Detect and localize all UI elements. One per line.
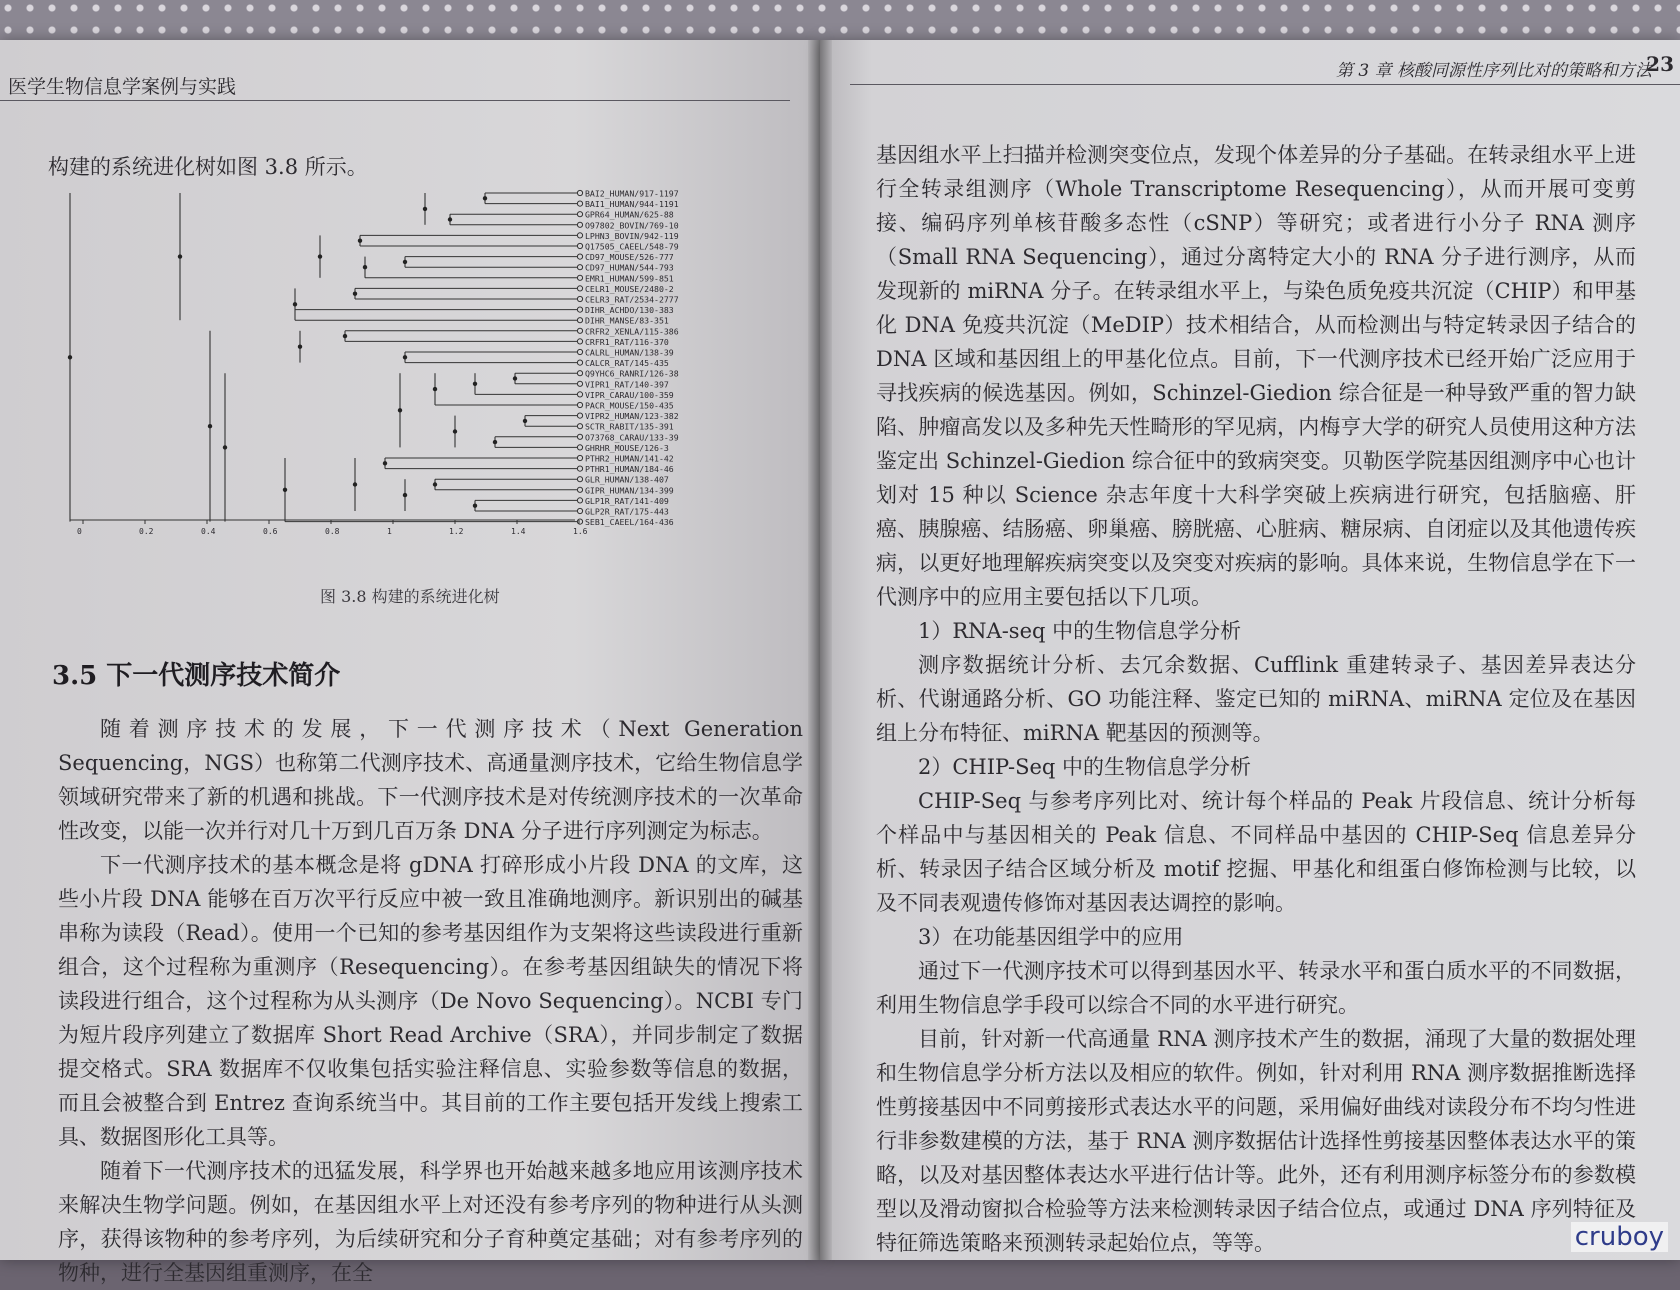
tree-tip xyxy=(577,487,582,492)
tree-tip xyxy=(577,371,582,376)
tree-tip xyxy=(577,381,582,386)
tree-taxon-label: CD97_MOUSE/526-777 xyxy=(585,252,674,263)
tree-taxon-label: PTHR2_HUMAN/141-42 xyxy=(585,453,674,464)
tree-taxon-label: DIHR_ACHDO/130-383 xyxy=(585,305,674,316)
tree-node xyxy=(353,482,357,486)
tree-node xyxy=(403,355,407,359)
tree-taxon-label: SCTR_RABIT/135-391 xyxy=(585,421,674,432)
tree-node xyxy=(473,504,477,508)
tree-tip xyxy=(577,434,582,439)
tree-tip xyxy=(577,413,582,418)
axis-tick-label: 0.4 xyxy=(201,527,216,536)
tree-taxon-label: VIPR_CARAU/100-359 xyxy=(585,389,674,400)
tree-taxon-label: GIPR_HUMAN/134-399 xyxy=(585,485,674,496)
tree-taxon-label: CD97_HUMAN/544-793 xyxy=(585,262,674,273)
tree-taxon-label: CRFR1_RAT/116-370 xyxy=(585,336,669,347)
tree-node xyxy=(483,196,487,200)
tree-tip xyxy=(577,212,582,217)
tree-taxon-label: Q9YHC6_RANRI/126-38 xyxy=(585,368,679,379)
tree-taxon-label: VIPR2_HUMAN/123-382 xyxy=(585,411,679,422)
tree-tip xyxy=(577,243,582,248)
tree-tip xyxy=(577,190,582,195)
tree-taxon-label: CALCR_RAT/145-435 xyxy=(585,358,669,369)
tree-node xyxy=(383,461,387,465)
tree-node xyxy=(358,239,362,243)
axis-tick-label: 0.8 xyxy=(325,527,340,536)
tree-taxon-label: GHRHR_MOUSE/126-3 xyxy=(585,442,669,453)
tree-tip xyxy=(577,296,582,301)
tree-tip xyxy=(577,445,582,450)
tree-node xyxy=(293,302,297,306)
tree-tip xyxy=(577,349,582,354)
left-running-header: 医学生物信息学案例与实践 xyxy=(8,76,237,98)
tree-tip xyxy=(577,519,582,524)
right-paragraph-1: 基因组水平上扫描并检测突变位点，发现个体差异的分子基础。在转录组水平上进行全转录组测序（Whole Transcriptome Resequencing），从而开展可变剪接、编码序列单核苷酸多态性（cSNP）等研究；或者进行小分子 RNA 测序（Small RNA Sequencing），通过分离特定大小的 RNA 分子进行测序，从而发现新的 miRNA 分子。在转录组水平上，与染色质免疫共沉淀（CHIP）和甲基化 DNA 免疫共沉淀（MeDIP）技术相结合，从而检测出与特定转录因子结合的 DNA 区域和基因组上的甲基化位点。目前，下一代测序技术已经开始广泛应用于寻找疾病的候选基因。例如，Schinzel-Giedion 综合征是一种导致严重的智力缺陷、肿瘤高发以及多种先天性畸形的罕见病，内梅亨大学的研究人员使用这种方法鉴定出 Schinzel-Giedion 综合征中的致病突变。贝勒医学院基因组测序中心也计划对 15 种以 Science 杂志年度十大科学突破上疾病进行研究，包括脑癌、肝癌、胰腺癌、结肠癌、卵巢癌、膀胱癌、心脏病、糖尿病、自闭症以及其他遗传疾病，以更好地理解疾病突变以及突变对疾病的影响。具体来说，生物信息学在下一代测序中的应用主要包括以下几项。 xyxy=(876,143,1636,609)
list-heading-3: 3）在功能基因组学中的应用 xyxy=(918,925,1184,949)
tree-taxon-label: O73768_CARAU/133-39 xyxy=(585,432,679,443)
left-paragraph-3: 随着下一代测序技术的迅猛发展，科学界也开始越来越多地应用该测序技术来解决生物学问题。例如，在基因组水平上对还没有参考序列的物种进行从头测序，获得该物种的参考序列，为后续研究和分子育种奠定基础；对有参考序列的物种，进行全基因组重测序，在全 xyxy=(58,1159,803,1285)
right-header-rule xyxy=(850,84,1680,85)
tree-taxon-label: VIPR1_RAT/140-397 xyxy=(585,379,669,390)
tree-taxon-label: SEB1_CAEEL/164-436 xyxy=(585,517,674,528)
tree-tip xyxy=(577,201,582,206)
tree-node xyxy=(403,493,407,497)
axis-tick-label: 1.4 xyxy=(511,527,526,536)
tree-node xyxy=(398,408,402,412)
tree-taxon-label: LPHN3_BOVIN/942-119 xyxy=(585,230,679,241)
tree-node xyxy=(473,382,477,386)
tree-tip xyxy=(577,508,582,513)
axis-tick-label: 0.2 xyxy=(139,527,154,536)
tree-node xyxy=(423,207,427,211)
left-header-rule xyxy=(0,100,790,101)
tree-node xyxy=(453,429,457,433)
tree-node xyxy=(448,217,452,221)
tree-tip xyxy=(577,477,582,482)
tree-node xyxy=(433,482,437,486)
left-paragraph-2: 下一代测序技术的基本概念是将 gDNA 打碎形成小片段 DNA 的文库，这些小片段 DNA 能够在百万次平行反应中被一致且准确地测序。新识别出的碱基串称为读段（Read）。使用一个已知的参考基因组作为支架将这些读段进行重新组合，这个过程称为重测序（Resequencing）。在参考基因组缺失的情况下将读段进行组合，这个过程称为从头测序（De Novo Sequencing）。NCBI 专门为短片段序列建立了数据库 Short Read Archive（SRA），并同步制定了数据提交格式。SRA 数据库不仅收集包括实验注释信息、实验参数等信息的数据，而且会被整合到 Entrez 查询系统当中。其目前的工作主要包括开发线上搜索工具、数据图形化工具等。 xyxy=(58,853,803,1149)
figure-intro: 构建的系统进化树如图 3.8 所示。 xyxy=(48,155,368,179)
tree-node xyxy=(283,488,287,492)
tree-node xyxy=(298,345,302,349)
axis-tick-label: 0.6 xyxy=(263,527,278,536)
tree-node xyxy=(318,254,322,258)
tree-tip xyxy=(577,233,582,238)
tree-tip xyxy=(577,222,582,227)
tree-tip xyxy=(577,275,582,280)
tree-node xyxy=(363,265,367,269)
list-heading-2: 2）CHIP-Seq 中的生物信息学分析 xyxy=(918,755,1252,779)
right-running-header: 第 3 章 核酸同源性序列比对的策略和方法 xyxy=(1335,61,1652,81)
tree-tip xyxy=(577,360,582,365)
tree-node xyxy=(513,376,517,380)
tree-node xyxy=(208,424,212,428)
tree-tip xyxy=(577,307,582,312)
tree-tip xyxy=(577,318,582,323)
tree-tip xyxy=(577,498,582,503)
left-body xyxy=(58,712,803,1290)
tree-node xyxy=(523,419,527,423)
tree-node xyxy=(178,254,182,258)
figure-caption: 图 3.8 构建的系统进化树 xyxy=(320,587,500,606)
right-paragraph-5: 目前，针对新一代高通量 RNA 测序技术产生的数据，涌现了大量的数据处理和生物信息学分析方法以及相应的软件。例如，针对利用 RNA 测序数据推断选择性剪接基因中不同剪接形式表达水平的问题，采用偏好曲线对读段分布不均匀性进行非参数建模的方法，基于 RNA 测序数据估计选择性剪接基因整体表达水平的策略，以及对基因整体表达水平进行估计等。此外，还有利用测序标签分布的参数模型以及滑动窗拟合检验等方法来检测转录因子结合位点，或通过 DNA 序列特征及特征筛选策略来预测转录起始位点，等等。 xyxy=(876,1027,1636,1255)
tree-taxon-label: PTHR1_HUMAN/184-46 xyxy=(585,464,674,475)
tree-node xyxy=(343,334,347,338)
tree-tip xyxy=(577,339,582,344)
tree-taxon-label: CELR1_MOUSE/2480-2 xyxy=(585,283,674,294)
tree-tip xyxy=(577,402,582,407)
tree-taxon-label: GLP2R_RAT/175-443 xyxy=(585,506,669,517)
tree-node xyxy=(433,387,437,391)
tree-taxon-label: DIHR_MANSE/83-351 xyxy=(585,315,669,326)
tree-taxon-label: GLP1R_RAT/141-409 xyxy=(585,495,669,506)
tree-tip xyxy=(577,466,582,471)
tree-taxon-label: GLR_HUMAN/138-407 xyxy=(585,474,669,485)
tree-tip xyxy=(577,328,582,333)
tree-taxon-label: Q17505_CAEEL/548-79 xyxy=(585,241,679,252)
axis-tick-label: 1.2 xyxy=(449,527,464,536)
tree-taxon-label: O97802_BOVIN/769-10 xyxy=(585,220,679,231)
tree-taxon-label: CRFR2_XENLA/115-386 xyxy=(585,326,679,337)
page-number: 23 xyxy=(1646,52,1674,76)
left-paragraph-1: 随着测序技术的发展，下一代测序技术（Next Generation Sequencing，NGS）也称第二代测序技术、高通量测序技术，它给生物信息学领域研究带来了新的机遇和挑战。下一代测序技术是对传统测序技术的一次革命性改变，以能一次并行对几十万到几百万条 DNA 分子进行序列测定为标志。 xyxy=(58,717,803,843)
tree-taxon-label: PACR_MOUSE/150-435 xyxy=(585,400,674,411)
tree-taxon-label: GPR64_HUMAN/625-88 xyxy=(585,209,674,220)
tree-taxon-label: CALRL_HUMAN/138-39 xyxy=(585,347,674,358)
tree-taxon-label: CELR3_RAT/2534-2777 xyxy=(585,294,679,305)
axis-tick-label: 1 xyxy=(387,527,392,536)
list-heading-1: 1）RNA-seq 中的生物信息学分析 xyxy=(918,619,1242,643)
book-gutter xyxy=(808,40,832,1260)
tree-tip xyxy=(577,286,582,291)
tree-node xyxy=(68,355,72,359)
tree-node xyxy=(353,292,357,296)
tree-taxon-label: BAI2_HUMAN/917-1197 xyxy=(585,188,679,199)
tree-tip xyxy=(577,424,582,429)
tree-tip xyxy=(577,455,582,460)
right-body xyxy=(876,138,1636,1260)
tree-tip xyxy=(577,265,582,270)
tree-taxon-label: BAI1_HUMAN/944-1191 xyxy=(585,199,679,210)
tree-taxon-label: EMR1_HUMAN/599-851 xyxy=(585,273,674,284)
watermark: cruboy xyxy=(1571,1222,1668,1252)
phylogenetic-tree-figure xyxy=(55,185,735,580)
right-paragraph-2: 测序数据统计分析、去冗余数据、Cufflink 重建转录子、基因差异表达分析、代谢通路分析、GO 功能注释、鉴定已知的 miRNA、miRNA 定位及在基因组上分布特征、miRNA 靶基因的预测等。 xyxy=(876,653,1636,745)
axis-tick-label: 0 xyxy=(77,527,82,536)
section-title: 3.5 下一代测序技术简介 xyxy=(52,661,341,691)
tree-node xyxy=(223,445,227,449)
tree-tip xyxy=(577,392,582,397)
right-paragraph-3: CHIP-Seq 与参考序列比对、统计每个样品的 Peak 片段信息、统计分析每个样品中与基因相关的 Peak 信息、不同样品中基因的 CHIP-Seq 信息差异分析、转录因子结合区域分析及 motif 挖掘、甲基化和组蛋白修饰检测与比较，以及不同表观遗传修饰对基因表达调控的影响。 xyxy=(876,789,1636,915)
axis-tick-label: 1.6 xyxy=(573,527,588,536)
tree-node xyxy=(493,440,497,444)
right-paragraph-4: 通过下一代测序技术可以得到基因水平、转录水平和蛋白质水平的不同数据，利用生物信息学手段可以综合不同的水平进行研究。 xyxy=(876,959,1636,1017)
tree-node xyxy=(403,260,407,264)
tree-tip xyxy=(577,254,582,259)
